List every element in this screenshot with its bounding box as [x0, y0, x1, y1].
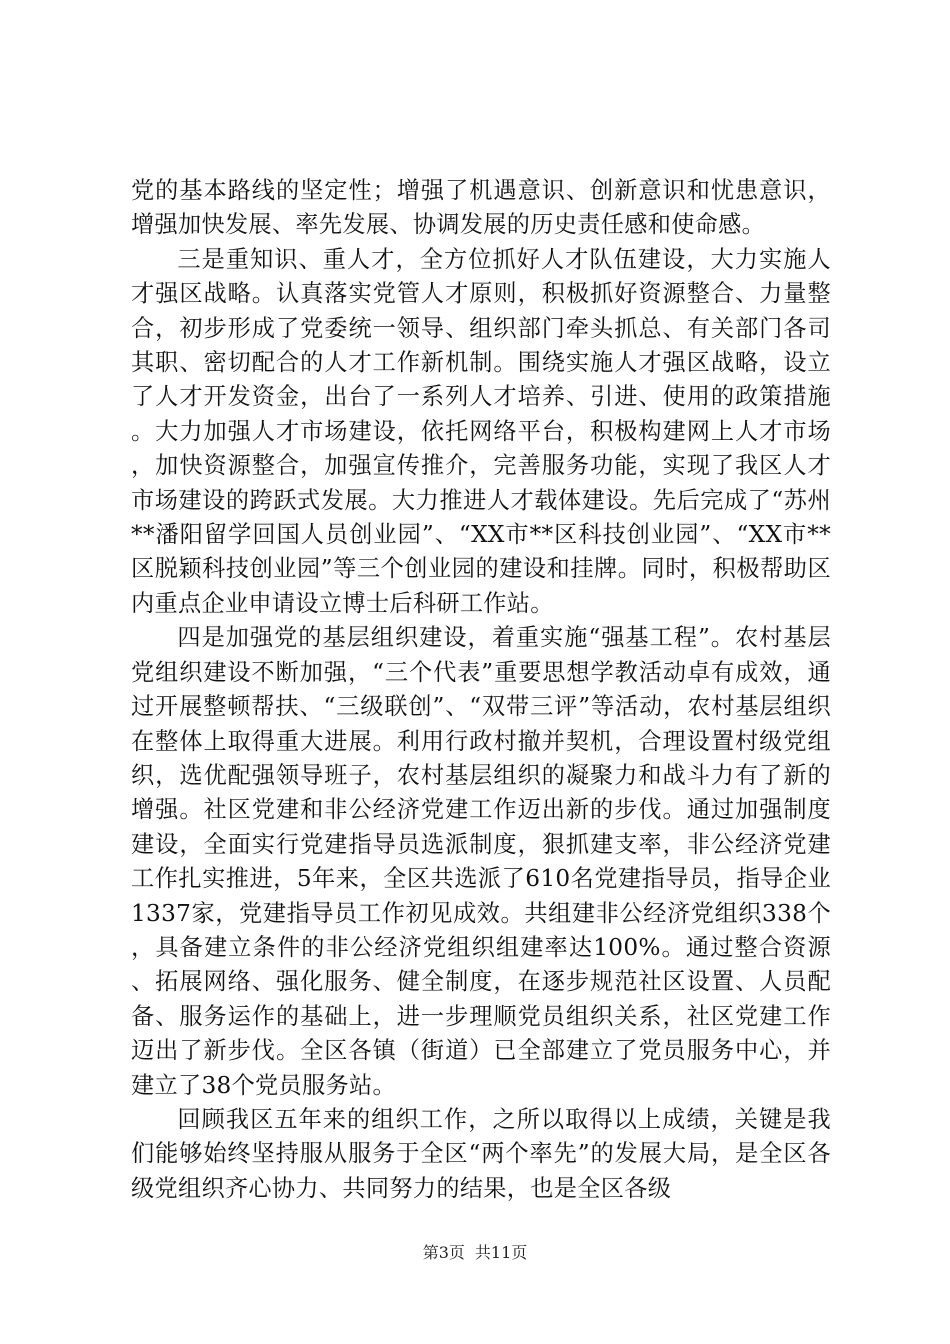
- paragraph-review: 回顾我区五年来的组织工作，之所以取得以上成绩，关键是我们能够始终坚持服从服务于全区“两个率先”的发展大局，是全区各级党组织齐心协力、共同努力的结果，也是全区各级: [131, 1105, 831, 1202]
- page-footer: [0, 1243, 950, 1263]
- body-text: [131, 174, 831, 1206]
- paragraph-grassroots-organization: 四是加强党的基层组织建设，着重实施“强基工程”。农村基层党组织建设不断加强，“三个代表”重要思想学教活动卓有成效，通过开展整顿帮扶、“三级联创”、“双带三评”等活动，农村基层组织在整体上取得重大进展。利用行政村撤并契机，合理设置村级党组织，选优配强领导班子，农村基层组织的凝聚力和战斗力有了新的增强。社区党建和非公经济党建工作迈出新的步伐。通过加强制度建设，全面实行党建指导员选派制度，狠抓建支率，非公经济党建工作扎实推进，5年来，全区共选派了610名党建指导员，指导企业1337家，党建指导员工作初见成效。共组建非公经济党组织338个，具备建立条件的非公经济党组织组建率达100%。通过整合资源、拓展网络、强化服务、健全制度，在逐步规范社区设置、人员配备、服务运作的基础上，进一步理顺党员组织关系，社区党建工作迈出了新步伐。全区各镇（街道）已全部建立了党员服务中心，并建立了38个党员服务站。: [131, 624, 831, 1099]
- paragraph-continuation: 党的基本路线的坚定性；增强了机遇意识、创新意识和忧患意识，增强加快发展、率先发展、协调发展的历史责任感和使命感。: [131, 177, 831, 239]
- page-total: 共11页: [474, 1243, 528, 1262]
- paragraph-talent-strategy: 三是重知识、重人才，全方位抓好人才队伍建设，大力实施人才强区战略。认真落实党管人才原则，积极抓好资源整合、力量整合，初步形成了党委统一领导、组织部门牵头抓总、有关部门各司其职、密切配合的人才工作新机制。围绕实施人才强区战略，设立了人才开发资金，出台了一系列人才培养、引进、使用的政策措施。大力加强人才市场建设，依托网络平台，积极构建网上人才市场，加快资源整合，加强宣传推介，完善服务功能，实现了我区人才市场建设的跨跃式发展。大力推进人才载体建设。先后完成了“苏州**潘阳留学回国人员创业园”、“XX市**区科技创业园”、“XX市**区脱颖科技创业园”等三个创业园的建设和挂牌。同时，积极帮助区内重点企业申请设立博士后科研工作站。: [131, 245, 831, 617]
- page-number: 第3页: [422, 1243, 465, 1262]
